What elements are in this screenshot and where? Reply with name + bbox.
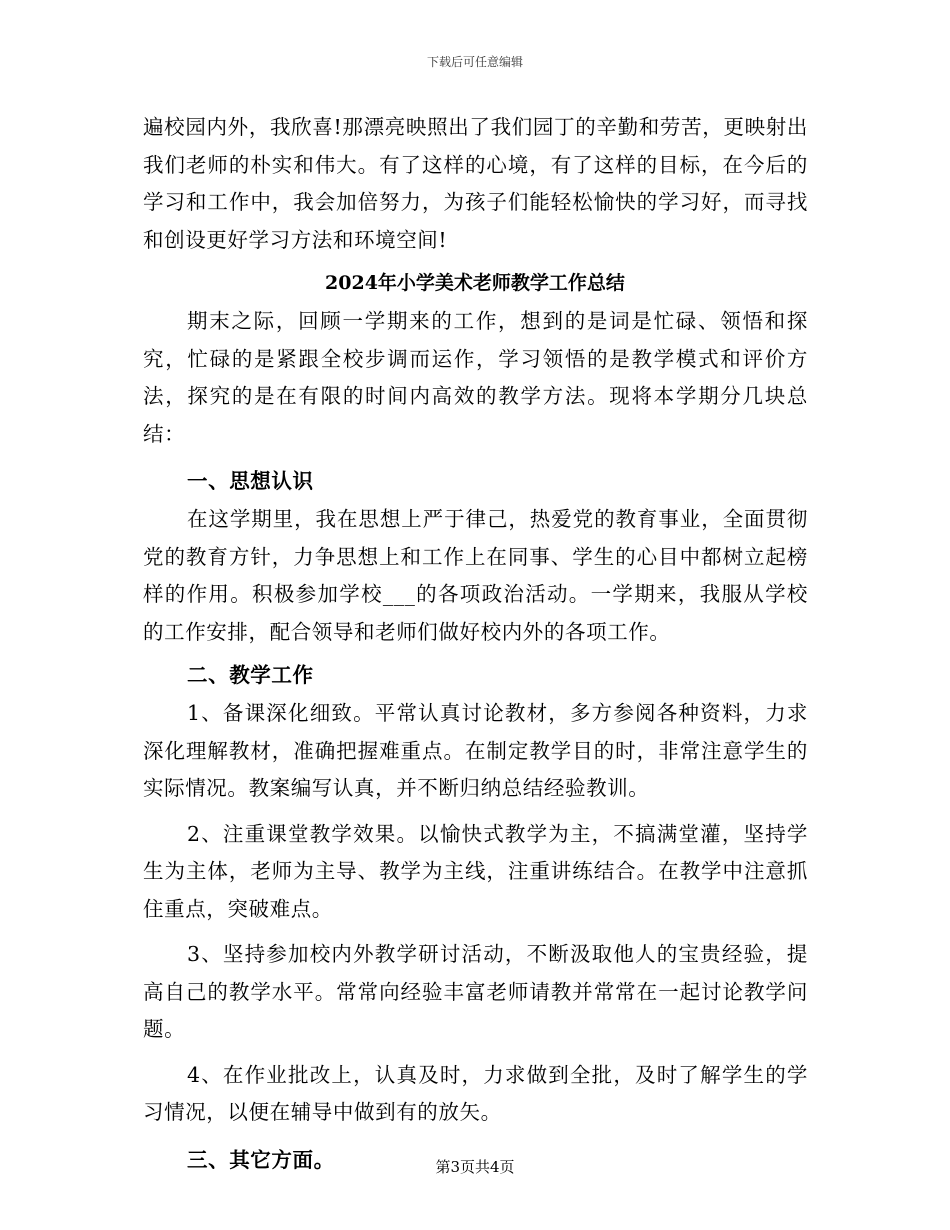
page-number-footer: 第3页共4页	[435, 1158, 515, 1176]
intro-paragraph: 遍校园内外，我欣喜!那漂亮映照出了我们园丁的辛勤和劳苦，更映射出我们老师的朴实和伟大。有了这样的心境，有了这样的目标，在今后的学习和工作中，我会加倍努力，为孩子们能轻松愉快的学习好，而寻找和创设更好学习方法和环境空间!	[143, 115, 808, 252]
teaching-item-2: 2、注重课堂教学效果。以愉快式教学为主，不搞满堂灌，坚持学生为主体，老师为主导、教学为主线，注重讲练结合。在教学中注意抓住重点，突破难点。	[143, 821, 808, 921]
section-heading-thinking: 一、思想认识	[187, 469, 314, 493]
page-header: 下载后可任意编辑	[426, 55, 523, 69]
teaching-item-1: 1、备课深化细致。平常认真讨论教材，多方参阅各种资料，力求深化理解教材，准确把握难重点。在制定教学目的时，非常注意学生的实际情况。教案编写认真，并不断归纳总结经验教训。	[143, 701, 808, 800]
opening-paragraph: 期末之际，回顾一学期来的工作，想到的是词是忙碌、领悟和探究，忙碌的是紧跟全校步调而运作，学习领悟的是教学模式和评价方法，探究的是在有限的时间内高效的教学方法。现将本学期分几块总结：	[143, 309, 808, 446]
section-thinking-paragraph: 在这学期里，我在思想上严于律己，热爱党的教育事业，全面贯彻党的教育方针，力争思想上和工作上在同事、学生的心目中都树立起榜样的作用。积极参加学校___的各项政治活动。一学期来，我服从学校的工作安排，配合领导和老师们做好校内外的各项工作。	[143, 507, 808, 644]
teaching-item-3: 3、坚持参加校内外教学研讨活动，不断汲取他人的宝贵经验，提高自己的教学水平。常常向经验丰富老师请教并常常在一起讨论教学问题。	[143, 942, 808, 1041]
document-body	[143, 109, 808, 1180]
document-title: 2024年小学美术老师教学工作总结	[325, 272, 625, 294]
section-heading-teaching: 二、教学工作	[187, 663, 314, 687]
teaching-item-4: 4、在作业批改上，认真及时，力求做到全批，及时了解学生的学习情况，以便在辅导中做到有的放矢。	[143, 1062, 808, 1124]
section-heading-other: 三、其它方面。	[187, 1147, 335, 1172]
